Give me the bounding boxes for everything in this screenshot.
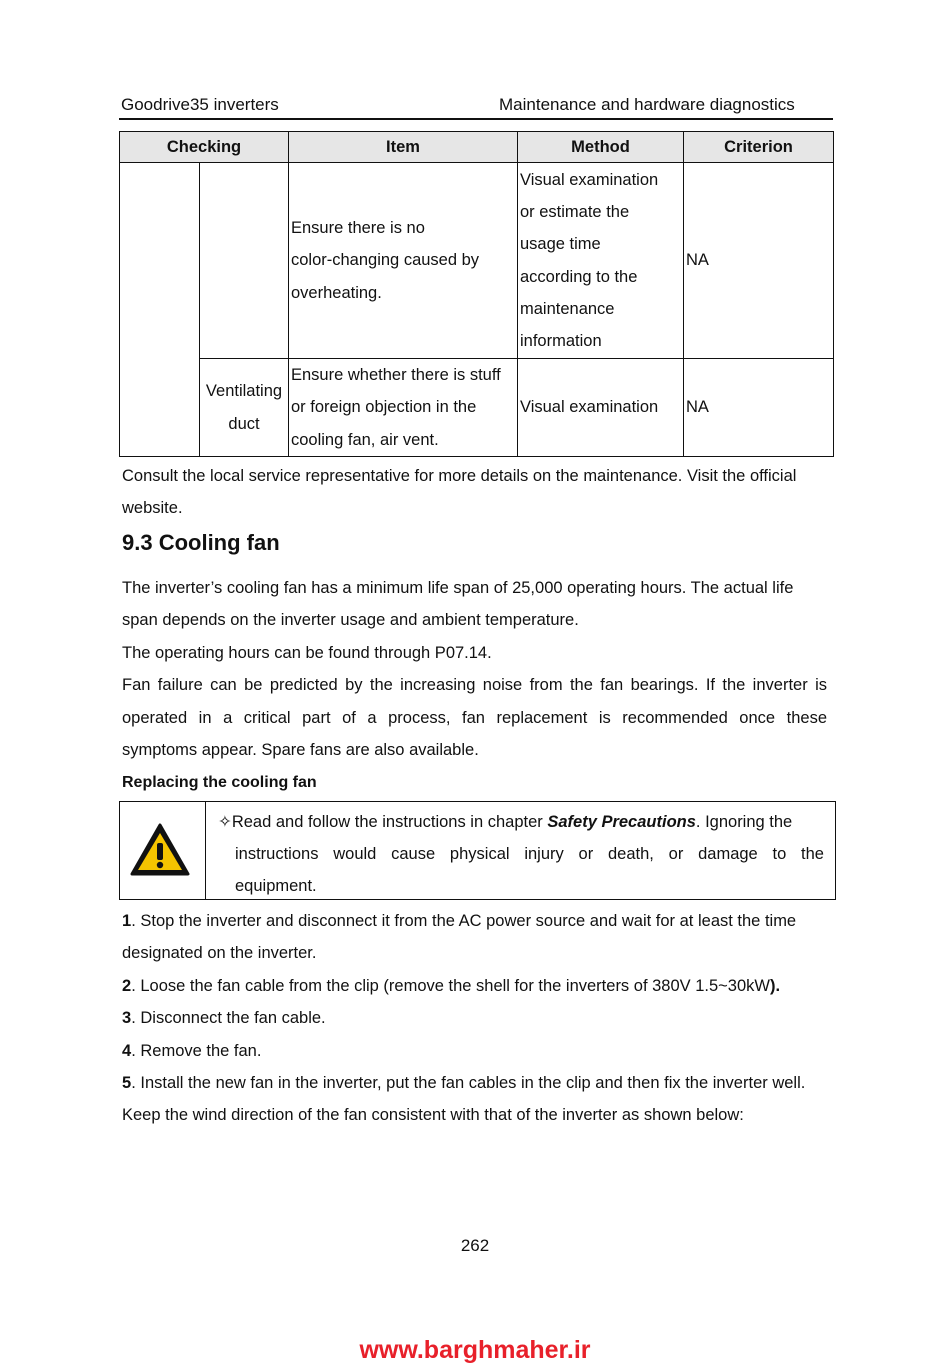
warning-text-pre: Read and follow the instructions in chapter: [231, 813, 548, 831]
table-header-row: [120, 132, 834, 163]
section-heading: 9.3 Cooling fan: [122, 530, 280, 555]
method-cell: [518, 163, 684, 359]
running-header-right: Maintenance and hardware diagnostics: [499, 95, 795, 114]
col-header-method: Method: [518, 132, 684, 163]
item-cell: [289, 163, 518, 359]
safety-precautions-ref: Safety Precautions: [547, 813, 696, 831]
paragraph-lifespan: [122, 572, 827, 766]
inspection-table: [119, 131, 834, 457]
method-line: according to the: [520, 267, 638, 286]
criterion-cell: NA: [684, 163, 834, 359]
list-item: designated on the inverter.: [122, 944, 317, 963]
warning-text-line2: instructions would cause physical injury or death, or damage to the: [235, 845, 824, 863]
sub-item-cell: [200, 163, 289, 359]
text-line: Fan failure can be predicted by the increasing noise from the fan bearings. If the inverter is: [122, 676, 827, 695]
method-line: information: [520, 332, 602, 351]
warning-triangle-icon: [129, 822, 191, 878]
method-line: maintenance: [520, 299, 615, 318]
footer-url-link[interactable]: www.barghmaher.ir: [359, 1336, 591, 1364]
table-row: [120, 163, 834, 359]
text-line: symptoms appear. Spare fans are also available.: [122, 741, 479, 760]
text-line: The inverter’s cooling fan has a minimum life span of 25,000 operating hours. The actual life: [122, 579, 794, 597]
running-header-left: Goodrive35 inverters: [121, 95, 279, 114]
list-item: 1. Stop the inverter and disconnect it from the AC power source and wait for at least the time: [122, 912, 797, 930]
step-number: 3: [122, 1009, 132, 1028]
item-line: Ensure whether there is stuff: [291, 366, 501, 385]
warning-text: [218, 806, 824, 838]
method-cell: Visual examination: [518, 359, 684, 457]
col-header-criterion: Criterion: [684, 132, 834, 163]
item-line: overheating.: [291, 283, 382, 302]
sub-item-cell: [200, 359, 289, 457]
header-rule: [119, 118, 833, 120]
step-number: 2: [122, 976, 132, 995]
list-item: 3. Disconnect the fan cable.: [122, 1009, 326, 1028]
consult-paragraph: [122, 460, 827, 525]
step-number: 4: [122, 1041, 132, 1060]
warning-text-post: . Ignoring the: [695, 813, 793, 831]
checking-cell: [120, 163, 200, 457]
col-header-item: Item: [289, 132, 518, 163]
step-number: 1: [122, 912, 132, 930]
list-item: 2. Loose the fan cable from the clip (remove the shell for the inverters of 380V 1.5~30kW).: [122, 976, 781, 995]
sub-item-line: duct: [228, 414, 260, 433]
item-cell: [289, 359, 518, 457]
sub-item-line: Ventilating: [205, 382, 283, 401]
list-item: Keep the wind direction of the fan consistent with that of the inverter as shown below:: [122, 1106, 744, 1125]
steps-list: [122, 905, 834, 1132]
criterion-cell: NA: [684, 359, 834, 457]
text-line: Consult the local service representative for more details on the maintenance. Visit the official: [122, 467, 797, 485]
item-line: cooling fan, air vent.: [291, 430, 439, 449]
col-header-checking: Checking: [120, 132, 289, 163]
warning-divider: [205, 801, 206, 900]
method-line: Visual examination: [520, 170, 659, 189]
list-item: 5. Install the new fan in the inverter, put the fan cables in the clip and then fix the inverter well.: [122, 1074, 806, 1093]
text-line: span depends on the inverter usage and ambient temperature.: [122, 611, 579, 630]
text-line: The operating hours can be found through P07.14.: [122, 643, 492, 662]
table-row: [120, 359, 834, 457]
item-line: color-changing caused by: [291, 251, 480, 270]
item-line: or foreign objection in the: [291, 398, 477, 417]
item-line: Ensure there is no: [291, 219, 425, 238]
subheading-replacing: Replacing the cooling fan: [122, 774, 317, 791]
diamond-bullet-icon: ✧: [218, 813, 232, 831]
warning-text-line3: equipment.: [235, 877, 317, 895]
list-item: 4. Remove the fan.: [122, 1041, 262, 1060]
page-number: 262: [460, 1236, 490, 1255]
text-line: website.: [122, 499, 183, 518]
step-number: 5: [122, 1074, 132, 1093]
method-line: or estimate the: [520, 202, 630, 221]
method-line: usage time: [520, 235, 601, 254]
text-line: operated in a critical part of a process, fan replacement is recommended once these: [122, 708, 827, 727]
